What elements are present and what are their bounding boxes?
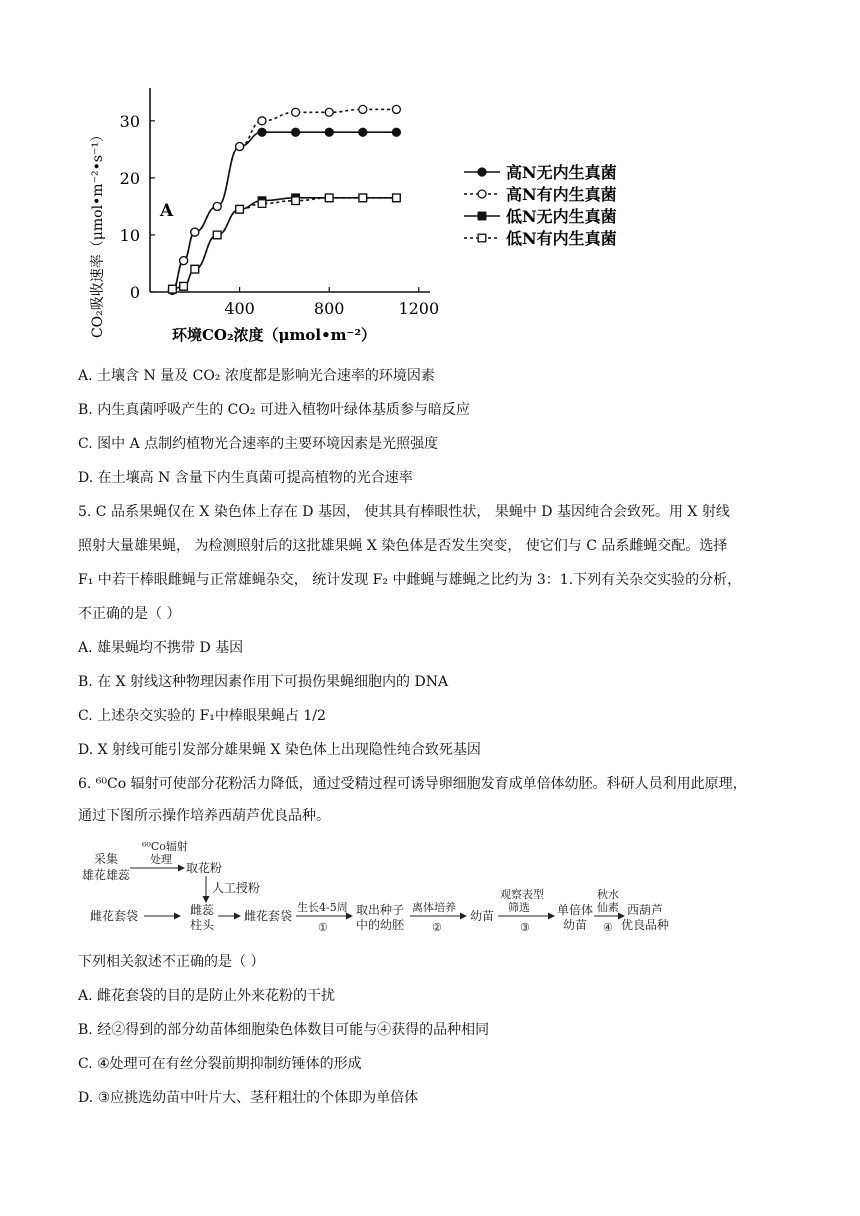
series-3 xyxy=(169,194,401,293)
q5-option-a: A. 雄果蝇均不携带 D 基因 xyxy=(78,640,244,656)
flow-step4-label-2: 仙素 xyxy=(597,901,619,914)
flow-bag-1: 雌花套袋 xyxy=(90,909,139,923)
legend-label: 低N无内生真菌 xyxy=(506,207,617,226)
co2-absorption-chart xyxy=(80,68,660,358)
data-point xyxy=(236,205,244,213)
legend-item-3 xyxy=(464,207,617,226)
flow-stigma-2: 柱头 xyxy=(190,918,215,932)
data-point xyxy=(392,128,400,136)
x-tick-label: 1200 xyxy=(398,299,440,318)
q4-option-d: D. 在土壤高 N 含量下内生真菌可提高植物的光合速率 xyxy=(78,470,413,486)
data-point xyxy=(359,128,367,136)
flow-step3-label-2: 筛选 xyxy=(508,901,530,914)
q5-stem-line3: F₁ 中若干棒眼雌蝇与正常雄蝇杂交， 统计发现 F₂ 中雌蝇与雄蝇之比约为 3：1.下列有关杂交实验的分析， xyxy=(78,572,742,588)
data-point xyxy=(325,194,333,202)
data-point xyxy=(258,117,266,125)
q4-option-c: C. 图中 A 点制约植物光合速率的主要环境因素是光照强度 xyxy=(78,436,439,452)
x-tick-label: 400 xyxy=(224,299,255,318)
q5-stem-line1: 5. C 品系果蝇仅在 X 染色体上存在 D 基因， 使其具有棒眼性状， 果蝇中 D 基因纯合会致死。用 X 射线 xyxy=(78,504,730,520)
flow-product-1: 西葫芦 xyxy=(627,903,664,917)
point-a-annotation: A xyxy=(160,201,174,221)
y-tick-label: 0 xyxy=(129,283,140,302)
flow-haploid-2: 幼苗 xyxy=(563,918,588,932)
q6-option-a: A. 雌花套袋的目的是防止外来花粉的干扰 xyxy=(78,988,336,1004)
chart-series xyxy=(168,105,400,294)
flow-pollen: 取花粉 xyxy=(186,861,223,875)
flow-step3-num: ③ xyxy=(520,921,530,934)
x-tick-label: 800 xyxy=(313,299,345,318)
legend-label: 低N有内生真菌 xyxy=(506,229,617,248)
flow-product-2: 优良品种 xyxy=(621,918,670,932)
data-point xyxy=(478,212,486,220)
q4-option-a: A. 土壤含 N 量及 CO₂ 浓度都是影响光合速率的环境因素 xyxy=(78,368,435,384)
chart-legend xyxy=(464,163,617,248)
data-point xyxy=(478,168,486,176)
data-point xyxy=(169,285,177,293)
flow-step1-label: 生长4-5周 xyxy=(297,901,348,914)
q4-option-b: B. 内生真菌呼吸产生的 CO₂ 可进入植物叶绿体基质参与暗反应 xyxy=(78,402,470,418)
data-point xyxy=(292,108,300,116)
data-point xyxy=(191,265,199,273)
flow-embryo-1: 取出种子 xyxy=(356,903,405,917)
legend-item-2 xyxy=(464,185,617,204)
breeding-flow-diagram xyxy=(80,836,680,940)
y-tick-label: 20 xyxy=(119,168,140,188)
series-line xyxy=(172,198,396,289)
q6-option-b: B. 经②得到的部分幼苗体细胞染色体数目可能与④获得的品种相同 xyxy=(78,1022,490,1038)
flow-pollinate-label: 人工授粉 xyxy=(212,881,261,895)
flow-step2-label: 离体培养 xyxy=(412,901,456,914)
flow-co-label-2: 处理 xyxy=(150,853,172,866)
series-4 xyxy=(169,194,401,293)
flow-step4-num: ④ xyxy=(603,921,613,934)
flow-co-label-1: ⁶⁰Co辐射 xyxy=(142,840,188,853)
x-axis-label: 环境CO₂浓度（μmol•m⁻²） xyxy=(171,326,377,344)
legend-label: 高N无内生真菌 xyxy=(506,163,617,182)
q6-option-c: C. ④处理可在有丝分裂前期抑制纺锤体的形成 xyxy=(78,1056,362,1072)
flow-collect-2: 雄花雄蕊 xyxy=(82,868,131,882)
data-point xyxy=(180,257,188,265)
data-point xyxy=(180,282,188,290)
q5-option-c: C. 上述杂交实验的 F₁中棒眼果蝇占 1/2 xyxy=(78,708,326,724)
data-point xyxy=(393,194,401,202)
series-line xyxy=(172,132,396,290)
q5-option-b: B. 在 X 射线这种物理因素作用下可损伤果蝇细胞内的 DNA xyxy=(78,674,449,690)
flow-haploid-1: 单倍体 xyxy=(557,903,594,917)
series-1 xyxy=(168,128,400,294)
data-point xyxy=(359,105,367,113)
y-axis-label: CO₂吸收速率（μmol•m⁻²•s⁻¹） xyxy=(90,127,106,339)
flow-collect-1: 采集 xyxy=(94,852,119,866)
data-point xyxy=(478,190,486,198)
flow-step2-num: ② xyxy=(432,921,442,934)
data-point xyxy=(325,108,333,116)
data-point xyxy=(392,105,400,113)
flow-step3-label-1: 观察表型 xyxy=(500,888,544,901)
q5-option-d: D. X 射线可能引发部分雄果蝇 X 染色体上出现隐性纯合致死基因 xyxy=(78,742,481,758)
data-point xyxy=(191,228,199,236)
flow-embryo-2: 中的幼胚 xyxy=(356,918,405,932)
data-point xyxy=(325,128,333,136)
flow-svg xyxy=(80,836,680,940)
y-tick-label: 30 xyxy=(119,111,140,131)
legend-item-4 xyxy=(464,229,617,248)
flow-step1-num: ① xyxy=(318,921,328,934)
data-point xyxy=(359,194,367,202)
flow-bag-2: 雌花套袋 xyxy=(244,909,293,923)
chart-svg xyxy=(80,68,660,358)
legend-item-1 xyxy=(464,163,617,182)
data-point xyxy=(258,200,266,208)
data-point xyxy=(213,231,221,239)
flow-stigma-1: 雌蕊 xyxy=(190,903,215,917)
legend-label: 高N有内生真菌 xyxy=(506,185,617,204)
flow-seedling: 幼苗 xyxy=(470,909,495,923)
q5-stem-line4: 不正确的是（ ） xyxy=(78,606,181,622)
data-point xyxy=(258,128,266,136)
q6-stem-line2: 通过下图所示操作培养西葫芦优良品种。 xyxy=(78,808,330,824)
data-point xyxy=(236,143,244,151)
flow-step4-label-1: 秋水 xyxy=(597,888,619,901)
data-point xyxy=(292,128,300,136)
q6-option-d: D. ③应挑选幼苗中叶片大、茎秆粗壮的个体即为单倍体 xyxy=(78,1090,419,1106)
data-point xyxy=(292,197,300,205)
chart-axes xyxy=(150,88,430,292)
q5-stem-line2: 照射大量雄果蝇， 为检测照射后的这批雄果蝇 X 染色体是否发生突变， 使它们与 C 品系雌蝇交配。选择 xyxy=(78,538,728,554)
series-line xyxy=(172,198,396,289)
data-point xyxy=(213,202,221,210)
q6-question: 下列相关叙述不正确的是（ ） xyxy=(78,954,265,970)
y-tick-label: 10 xyxy=(119,225,140,245)
q6-stem-line1: 6. ⁶⁰Co 辐射可使部分花粉活力降低，通过受精过程可诱导卵细胞发育成单倍体幼胚。科研人员利用此原理， xyxy=(78,776,747,792)
data-point xyxy=(478,234,486,242)
